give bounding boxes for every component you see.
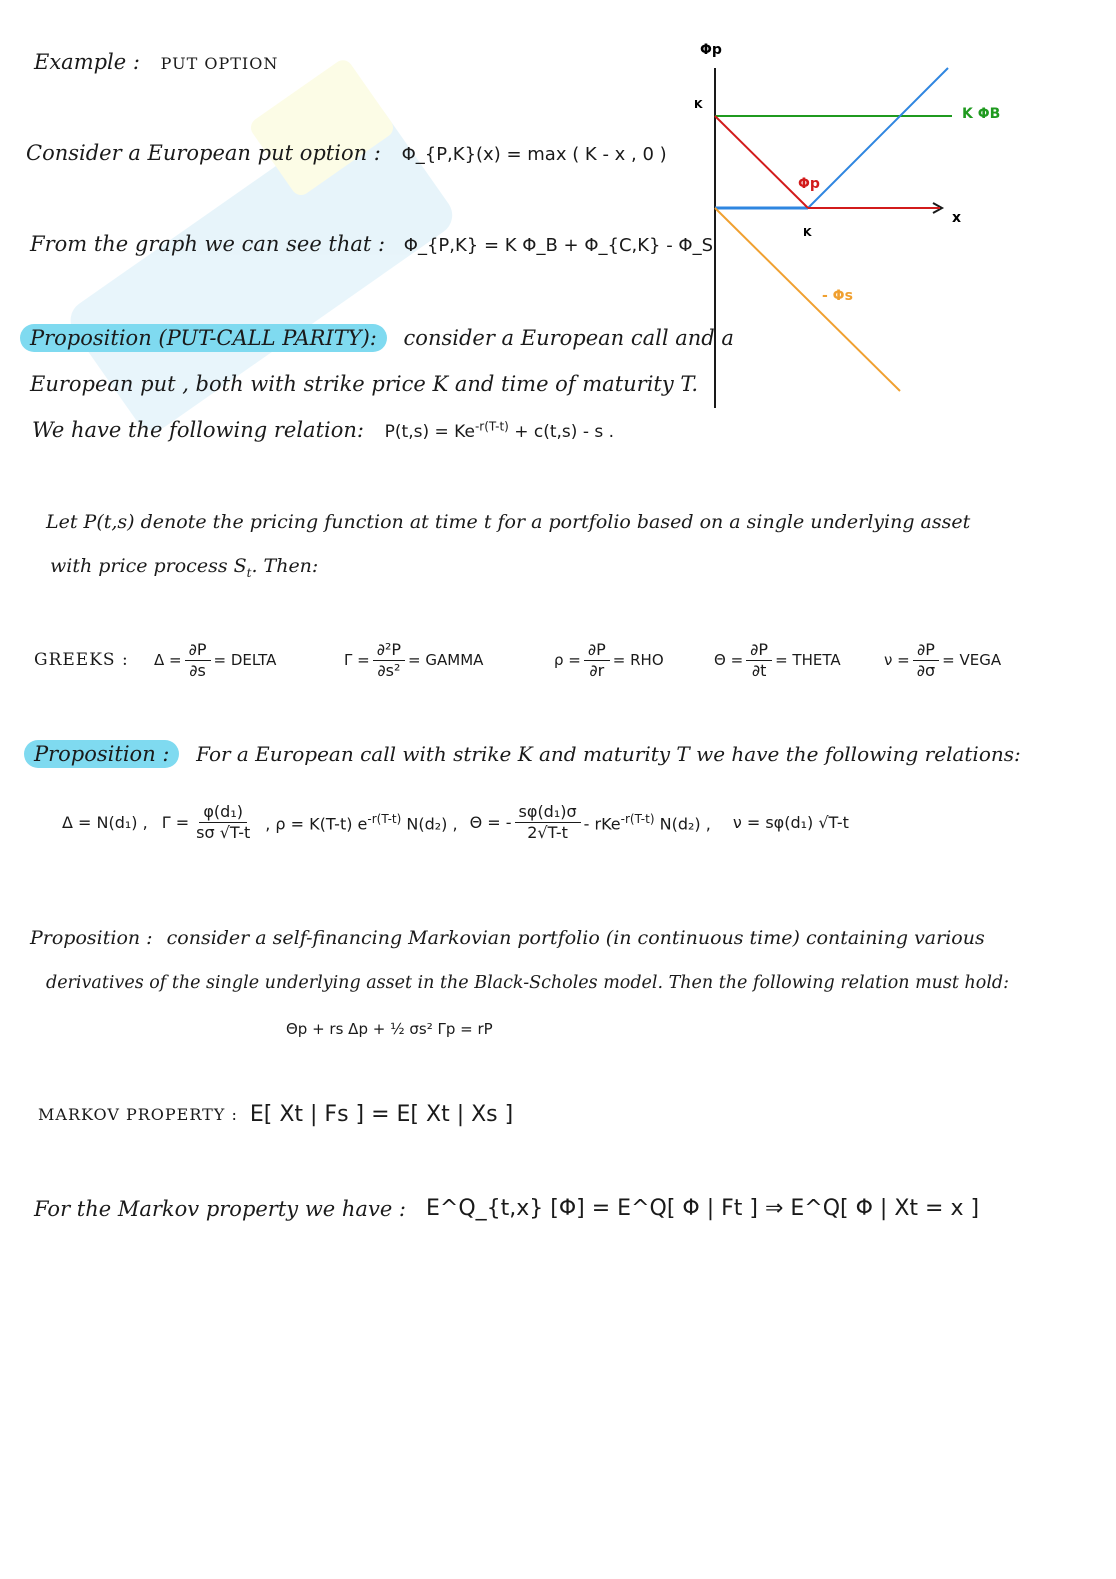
parity-exponent: -r(T-t) bbox=[474, 419, 509, 434]
graph-note-line bbox=[30, 234, 713, 255]
k-y-tick: K bbox=[694, 98, 703, 111]
call-gamma-frac: $\frac{\text{φ(d₁)}}{s\sigma √T-t}$ bbox=[196, 802, 251, 842]
parity-formula: $P(t,s) = Ke^{-r(T-t)} + c(t,s) - s$ . bbox=[384, 419, 615, 442]
markov-formula: E[ Xt | Fs ] = E[ Xt | Xs ] bbox=[249, 1102, 514, 1127]
parity-line-3 bbox=[32, 420, 614, 441]
parity-label: Proposition (PUT-CALL PARITY): bbox=[20, 324, 387, 352]
markov-use-text: For the Markov property we have : bbox=[34, 1196, 406, 1221]
parity-text-3: We have the following relation: bbox=[32, 418, 364, 442]
greek-gamma: Γ = $\frac{\text{∂²P}}{\text{∂s²}}$ = GAMMA bbox=[344, 640, 484, 680]
selffin-line-2: derivatives of the single underlying asset in the Black-Scholes model. Then the following relation must hold: bbox=[46, 973, 1010, 993]
selffin-text-1: consider a self-financing Markovian portfolio (in continuous time) containing various bbox=[166, 927, 985, 949]
k-x-tick: K bbox=[803, 226, 812, 239]
call-prop-label: Proposition : bbox=[24, 740, 179, 768]
price-process-subscript: t bbox=[246, 565, 252, 580]
call-prop-text: For a European call with strike K and maturity T we have the following relations: bbox=[196, 742, 1021, 766]
consider-put-text: Consider a European put option : bbox=[26, 141, 381, 165]
greeks-row bbox=[34, 642, 1001, 679]
graph-note-text: From the graph we can see that : bbox=[30, 232, 386, 256]
example-title: PUT OPTION bbox=[160, 54, 279, 73]
call-gamma-sym: Γ = bbox=[161, 812, 190, 832]
greek-delta: Δ = $\frac{\partial P}{\partial s}$ = DELTA bbox=[154, 640, 277, 680]
parity-text-1: consider a European call and a bbox=[403, 326, 734, 350]
x-axis-label: x bbox=[952, 210, 962, 226]
put-payoff-graph bbox=[690, 28, 1010, 408]
selffin-label: Proposition : bbox=[30, 927, 153, 949]
call-rho: , ρ = K(T-t) $e^{-r(T-t)}$ N(d₂) , bbox=[265, 811, 458, 834]
selffin-line-1 bbox=[30, 929, 985, 948]
call-vega: ν = sφ(d₁) √T-t bbox=[732, 812, 849, 832]
selffin-formula: Θp + rs Δp + ½ σs² Γp = rP bbox=[286, 1020, 493, 1038]
markov-use-line bbox=[34, 1198, 979, 1220]
pricing-line-1: Let P(t,s) denote the pricing function at time t for a portfolio based on a single underlying asset bbox=[46, 511, 971, 533]
call-theta-tail: - rKe$^{-r(T-t)}$ N(d₂) , bbox=[583, 811, 711, 834]
parity-line-2: European put , both with strike price K and time of maturity T. bbox=[30, 372, 698, 396]
call-rising-line bbox=[808, 68, 948, 208]
markov-line bbox=[38, 1104, 513, 1126]
pricing-line-2: with price process $S_t$. Then: bbox=[50, 555, 319, 580]
parity-line-1 bbox=[30, 328, 734, 349]
y-axis-label: Φp bbox=[700, 42, 722, 58]
put-slope-line bbox=[715, 116, 808, 208]
greek-rho: ρ = $\frac{\partial P}{\partial r}$ = RHO bbox=[554, 640, 664, 680]
markov-use-formula: E^Q_{t,x} [Φ] = E^Q[ Φ | Ft ] ⇒ E^Q[ Φ | Xt = x ] bbox=[426, 1196, 980, 1221]
put-label: Φp bbox=[798, 176, 820, 192]
example-heading bbox=[34, 52, 278, 73]
greeks-label: GREEKS : bbox=[34, 650, 129, 670]
greek-theta: Θ = $\frac{\partial P}{\partial t}$ = THETA bbox=[714, 640, 841, 680]
example-label: Example : bbox=[34, 50, 140, 74]
call-delta: Δ = N(d₁) , bbox=[62, 812, 148, 832]
markov-label: MARKOV PROPERTY : bbox=[38, 1105, 238, 1124]
greek-vega: ν = $\frac{\partial P}{\partial\sigma}$ = VEGA bbox=[884, 640, 1002, 680]
call-greeks-formula bbox=[62, 804, 849, 841]
stock-label: - Φs bbox=[822, 288, 853, 304]
call-theta-sym: Θ = - bbox=[469, 812, 512, 832]
put-decomposition-formula: Φ_{P,K} = K Φ_B + Φ_{C,K} - Φ_S bbox=[403, 235, 714, 256]
watermark-logo bbox=[40, 20, 500, 540]
call-theta-frac: $\frac{\text{sφ(d₁)σ}}{2√T-t}$ bbox=[515, 804, 581, 841]
call-prop-line bbox=[34, 744, 1021, 765]
put-payoff-formula: Φ_{P,K}(x) = max ( K - x , 0 ) bbox=[401, 144, 667, 165]
consider-put-line bbox=[26, 143, 667, 164]
bond-label: K ΦB bbox=[962, 106, 1001, 122]
